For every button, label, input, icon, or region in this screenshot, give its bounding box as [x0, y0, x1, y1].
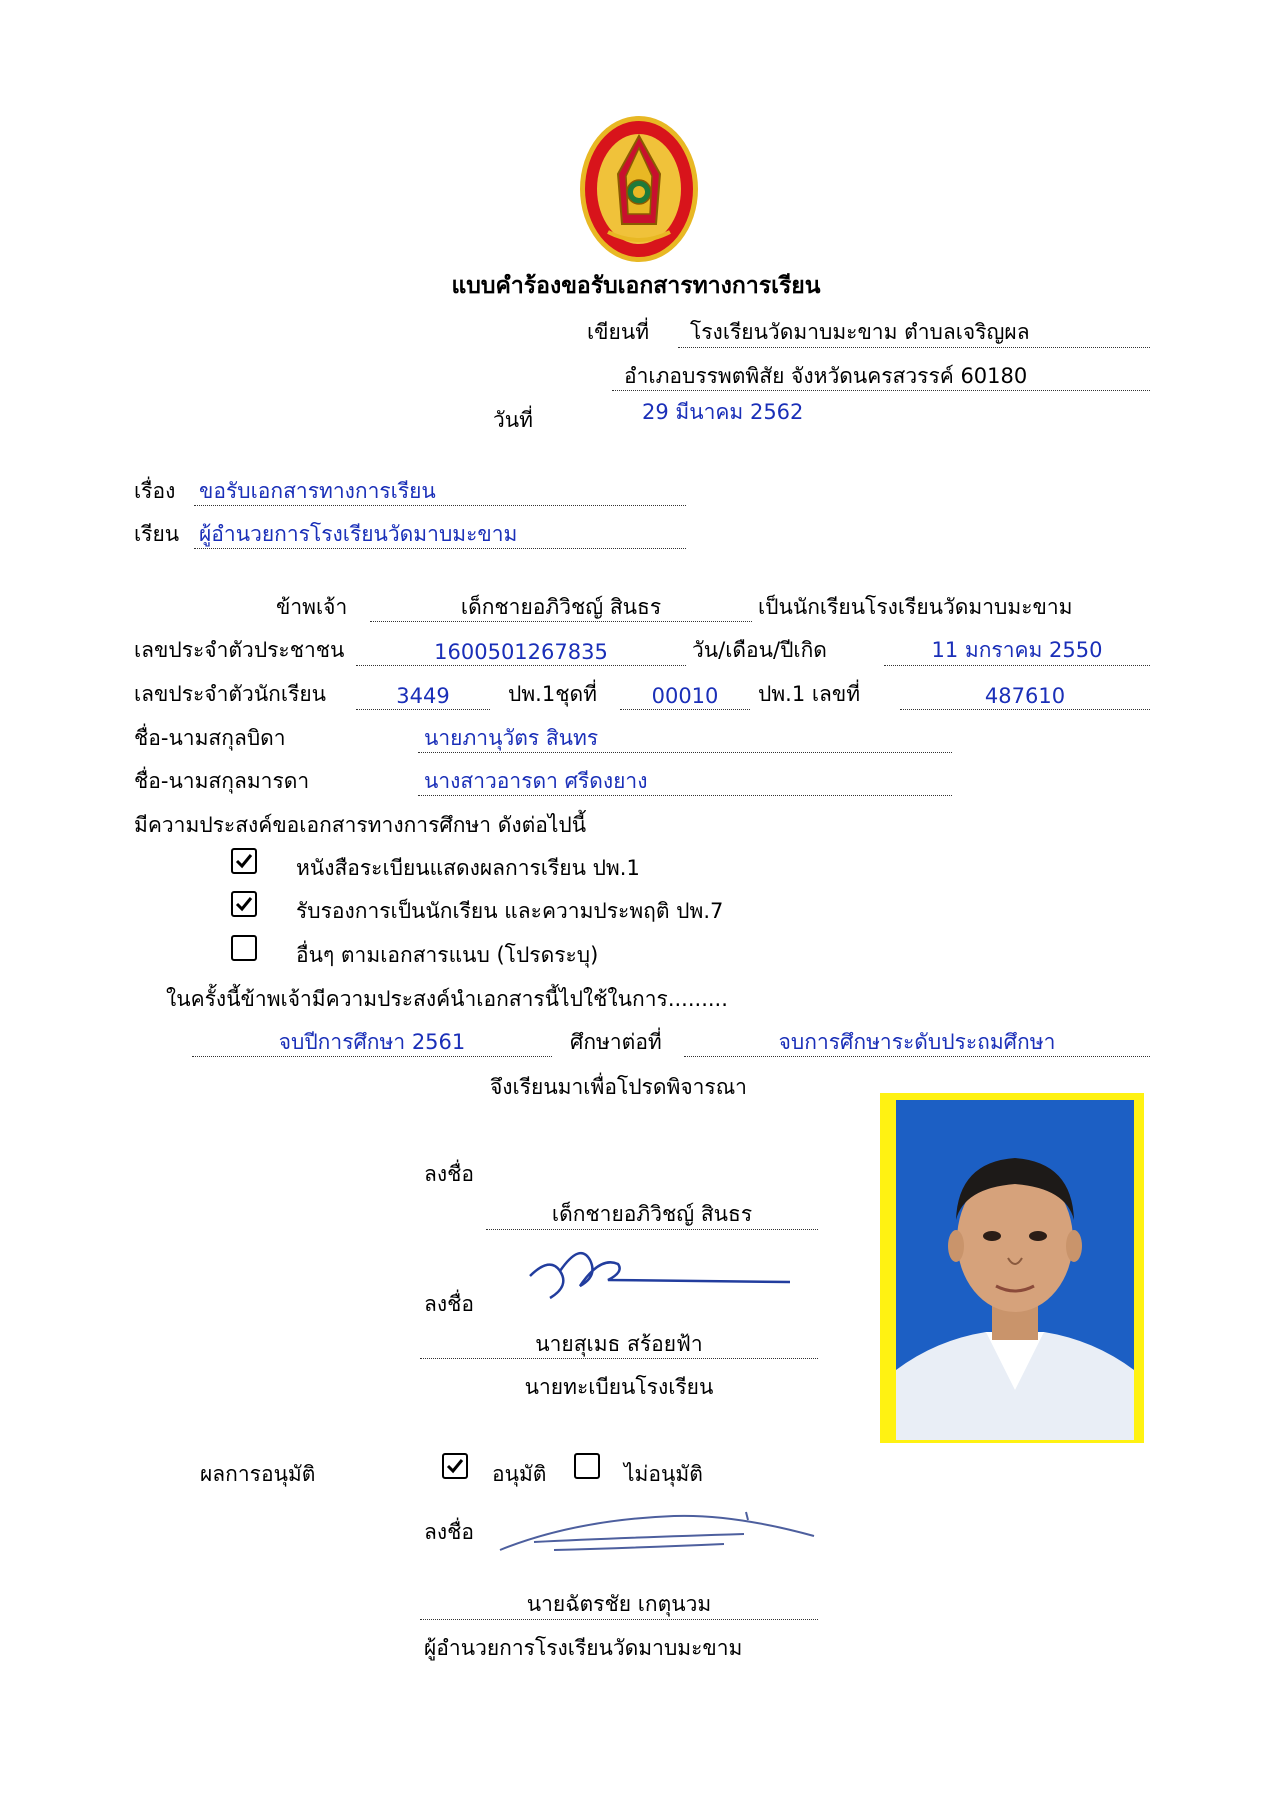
student-name-underline — [370, 621, 752, 622]
student-photo — [896, 1100, 1134, 1440]
student-sign-underline — [486, 1229, 818, 1230]
written-at-label: เขียนที่ — [587, 320, 650, 344]
father-value: นายภานุวัตร สินทร — [424, 726, 599, 750]
checkmark-icon — [234, 851, 254, 871]
registrar-title: นายทะเบียนโรงเรียน — [524, 1375, 714, 1399]
student-sign-name: เด็กชายอภิวิชญ์ สินธร — [551, 1202, 753, 1226]
me-label: ข้าพเจ้า — [276, 595, 348, 619]
study-value: จบการศึกษาระดับประถมศึกษา — [778, 1030, 1056, 1054]
registrar-underline — [420, 1358, 818, 1359]
dob-value: 11 มกราคม 2550 — [931, 638, 1103, 662]
director-signature — [494, 1498, 820, 1560]
closing-text: จึงเรียนมาเพื่อโปรดพิจารณา — [490, 1075, 747, 1099]
pp1-set-value: 00010 — [651, 684, 719, 708]
checkmark-icon — [234, 894, 254, 914]
to-underline — [194, 548, 686, 549]
written-at-line1-underline — [678, 347, 1150, 348]
student-id-underline — [356, 709, 490, 710]
mother-underline — [418, 795, 952, 796]
option-3-label: อื่นๆ ตามเอกสารแนบ (โปรดระบุ) — [296, 943, 599, 967]
approve-checkbox[interactable] — [442, 1453, 468, 1479]
school-logo-seal — [578, 114, 700, 264]
father-underline — [418, 752, 952, 753]
subject-value: ขอรับเอกสารทางการเรียน — [199, 479, 436, 503]
purpose-value: จบปีการศึกษา 2561 — [278, 1030, 466, 1054]
student-name: เด็กชายอภิวิชญ์ สินธร — [460, 595, 662, 619]
date-value: 29 มีนาคม 2562 — [642, 400, 804, 424]
request-intro: มีความประสงค์ขอเอกสารทางการศึกษา ดังต่อไปนี้ — [134, 813, 587, 837]
written-at-line2: อำเภอบรรพตพิสัย จังหวัดนครสวรรค์ 60180 — [624, 364, 1028, 388]
pp1-no-underline — [900, 709, 1150, 710]
to-label: เรียน — [134, 522, 180, 546]
citizen-id-label: เลขประจำตัวประชาชน — [134, 638, 345, 662]
director-title: ผู้อำนวยการโรงเรียนวัดมาบมะขาม — [424, 1636, 743, 1660]
approval-label: ผลการอนุมัติ — [200, 1462, 316, 1486]
pp1-no-value: 487610 — [984, 684, 1066, 708]
sign-label-student: ลงชื่อ — [424, 1162, 474, 1186]
study-underline — [684, 1056, 1150, 1057]
option-2-label: รับรองการเป็นนักเรียน และความประพฤติ ปพ.7 — [296, 899, 724, 923]
citizen-id-underline — [356, 665, 686, 666]
option-1-checkbox[interactable] — [231, 848, 257, 874]
pp1-no-label: ปพ.1 เลขที่ — [758, 682, 861, 706]
subject-underline — [194, 505, 686, 506]
mother-label: ชื่อ-นามสกุลมารดา — [134, 769, 310, 793]
approve-label: อนุมัติ — [492, 1462, 547, 1486]
sign-label-registrar: ลงชื่อ — [424, 1292, 474, 1316]
dob-label: วัน/เดือน/ปีเกิด — [692, 638, 827, 662]
pp1-set-underline — [620, 709, 750, 710]
checkmark-icon — [445, 1456, 465, 1476]
purpose-underline — [192, 1056, 552, 1057]
pp1-set-label: ปพ.1ชุดที่ — [508, 682, 597, 706]
director-underline — [420, 1619, 818, 1620]
student-id-value: 3449 — [396, 684, 450, 708]
written-at-line1: โรงเรียนวัดมาบมะขาม ตำบลเจริญผล — [690, 320, 1030, 344]
registrar-signature — [520, 1236, 790, 1308]
student-id-label: เลขประจำตัวนักเรียน — [134, 682, 327, 706]
sign-label-director: ลงชื่อ — [424, 1520, 474, 1544]
option-1-label: หนังสือระเบียนแสดงผลการเรียน ปพ.1 — [296, 856, 640, 880]
dob-underline — [884, 665, 1150, 666]
registrar-name: นายสุเมธ สร้อยฟ้า — [535, 1332, 703, 1356]
school-text: เป็นนักเรียนโรงเรียนวัดมาบมะขาม — [758, 595, 1073, 619]
written-at-line2-underline — [612, 390, 1150, 391]
form-title: แบบคำร้องขอรับเอกสารทางการเรียน — [451, 273, 821, 299]
subject-label: เรื่อง — [134, 479, 176, 503]
mother-value: นางสาวอารดา ศรีดงยาง — [424, 769, 648, 793]
citizen-id-value: 1600501267835 — [434, 640, 608, 664]
study-label: ศึกษาต่อที่ — [570, 1030, 662, 1054]
option-3-checkbox[interactable] — [231, 935, 257, 961]
reject-checkbox[interactable] — [574, 1453, 600, 1479]
to-value: ผู้อำนวยการโรงเรียนวัดมาบมะขาม — [199, 522, 518, 546]
option-2-checkbox[interactable] — [231, 891, 257, 917]
reject-label: ไม่อนุมัติ — [624, 1462, 703, 1486]
purpose-text: ในครั้งนี้ข้าพเจ้ามีความประสงค์นำเอกสารนี้ไปใช้ในการ......... — [166, 987, 728, 1011]
father-label: ชื่อ-นามสกุลบิดา — [134, 726, 286, 750]
date-label: วันที่ — [493, 408, 533, 432]
director-name: นายฉัตรชัย เกตุนวม — [526, 1592, 712, 1616]
